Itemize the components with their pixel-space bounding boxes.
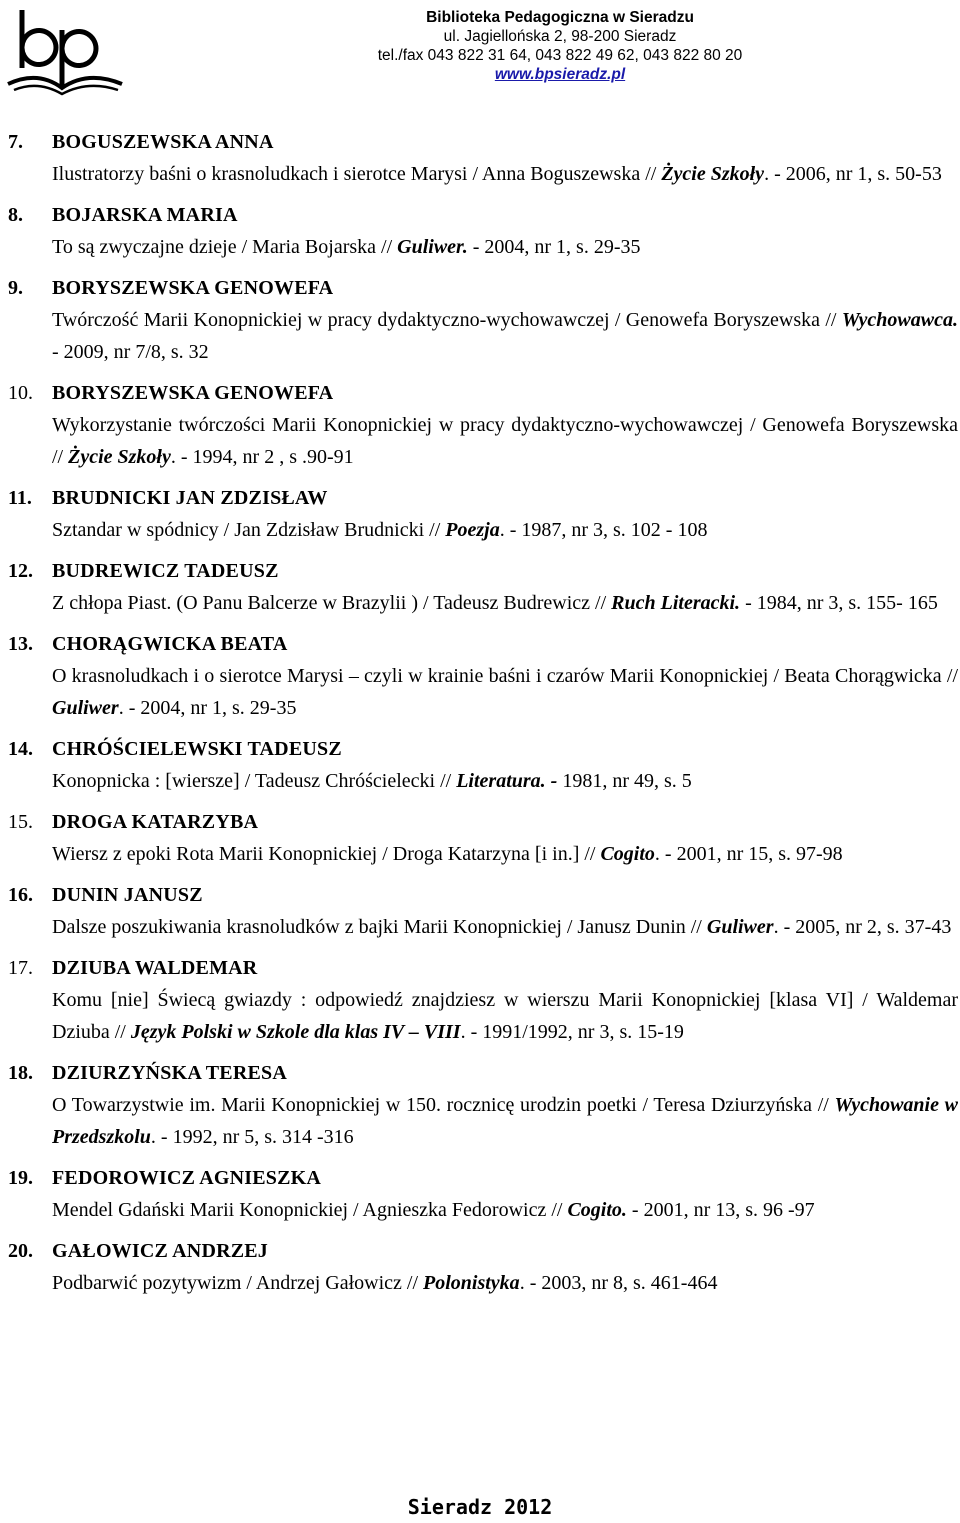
entry-title: Z chłopa Piast. (O Panu Balcerze w Brazylii ) / Tadeusz Budrewicz //	[52, 592, 612, 614]
entry-number: 10.	[8, 382, 33, 404]
entry-author: BORYSZEWSKA GENOWEFA	[52, 277, 334, 299]
entry-description	[52, 765, 958, 797]
entry-description	[52, 984, 958, 1048]
entry-citation: 1981, nr 49, s. 5	[557, 770, 692, 792]
bibliography-entry	[0, 199, 960, 263]
entry-description	[52, 1194, 958, 1226]
entry-author: DUNIN JANUSZ	[52, 884, 203, 906]
entry-title: Wykorzystanie twórczości Marii Konopnickiej w pracy dydaktyczno-wychowawczej / Genowefa Boryszewska //	[52, 414, 958, 468]
library-contact	[240, 8, 880, 84]
bibliography-entry	[0, 555, 960, 619]
entry-author: GAŁOWICZ ANDRZEJ	[52, 1240, 269, 1262]
entry-author: BOJARSKA MARIA	[52, 204, 238, 226]
entry-title: Ilustratorzy baśni o krasnoludkach i sierotce Marysi / Anna Boguszewska //	[52, 163, 662, 185]
entry-number: 15.	[8, 811, 33, 833]
entry-citation: . - 1994, nr 2 , s .90-91	[170, 446, 354, 468]
bibliography-entry	[0, 628, 960, 724]
entry-author: FEDOROWICZ AGNIESZKA	[52, 1167, 322, 1189]
entry-author: CHORĄGWICKA BEATA	[52, 633, 288, 655]
page-footer: Sieradz 2012	[407, 1495, 553, 1519]
library-address: ul. Jagiellońska 2, 98-200 Sieradz	[443, 28, 677, 45]
bibliography-entry	[0, 952, 960, 1048]
entry-journal: Życie Szkoły	[661, 163, 765, 185]
entry-description	[52, 304, 958, 368]
bibliography-entry	[0, 1235, 960, 1299]
library-phone: tel./fax 043 822 31 64, 043 822 49 62, 043 822 80 20	[377, 47, 743, 64]
entry-number: 7.	[8, 131, 23, 153]
entry-author: BORYSZEWSKA GENOWEFA	[52, 382, 334, 404]
entry-journal: Ruch Literacki.	[611, 592, 741, 614]
library-name: Biblioteka Pedagogiczna w Sieradzu	[426, 9, 694, 26]
entry-number: 8.	[8, 204, 23, 226]
entry-author: BOGUSZEWSKA ANNA	[52, 131, 274, 153]
bibliography-entry	[0, 272, 960, 368]
entry-citation: . - 2004, nr 1, s. 29-35	[118, 697, 297, 719]
entry-citation: . - 2006, nr 1, s. 50-53	[764, 163, 942, 185]
bibliography-list	[0, 126, 960, 1308]
entry-number: 14.	[8, 738, 33, 760]
bibliography-entry	[0, 733, 960, 797]
entry-description	[52, 660, 958, 724]
entry-journal: Cogito	[600, 843, 655, 865]
entry-number: 13.	[8, 633, 33, 655]
entry-description	[52, 911, 958, 943]
entry-author: BUDREWICZ TADEUSZ	[52, 560, 279, 582]
entry-number: 12.	[8, 560, 33, 582]
entry-number: 18.	[8, 1062, 33, 1084]
entry-citation: - 1984, nr 3, s. 155- 165	[740, 592, 938, 614]
entry-journal: Guliwer	[52, 697, 119, 719]
entry-title: Dalsze poszukiwania krasnoludków z bajki Marii Konopnickiej / Janusz Dunin //	[52, 916, 707, 938]
entry-number: 19.	[8, 1167, 33, 1189]
entry-author: CHRÓŚCIELEWSKI TADEUSZ	[52, 738, 342, 760]
bibliography-entry	[0, 806, 960, 870]
entry-title: Komu [nie] Świecą gwiazdy : odpowiedź znajdziesz w wierszu Marii Konopnickiej [klasa VI] / Waldemar Dziuba //	[52, 989, 958, 1043]
entry-title: Podbarwić pozytywizm / Andrzej Gałowicz //	[52, 1272, 424, 1294]
bibliography-entry	[0, 1162, 960, 1226]
entry-author: BRUDNICKI JAN ZDZISŁAW	[52, 487, 328, 509]
entry-citation: . - 1991/1992, nr 3, s. 15-19	[460, 1021, 684, 1043]
bibliography-entry	[0, 482, 960, 546]
entry-title: To są zwyczajne dzieje / Maria Bojarska //	[52, 236, 398, 258]
entry-journal: Cogito.	[567, 1199, 627, 1221]
entry-number: 16.	[8, 884, 33, 906]
entry-title: O Towarzystwie im. Marii Konopnickiej w 150. rocznicę urodzin poetki / Teresa Dziurzyńska //	[52, 1094, 835, 1116]
library-logo	[6, 4, 126, 96]
bibliography-entry	[0, 377, 960, 473]
entry-author: DZIURZYŃSKA TERESA	[52, 1062, 287, 1084]
entry-number: 17.	[8, 957, 33, 979]
entry-journal: Literatura. -	[456, 770, 558, 792]
entry-title: Wiersz z epoki Rota Marii Konopnickiej / Droga Katarzyna [i in.] //	[52, 843, 601, 865]
entry-description	[52, 587, 958, 619]
entry-description	[52, 409, 958, 473]
entry-journal: Guliwer.	[397, 236, 468, 258]
entry-description	[52, 1267, 958, 1299]
entry-description	[52, 158, 958, 190]
entry-citation: - 2009, nr 7/8, s. 32	[52, 341, 209, 363]
entry-number: 11.	[8, 487, 32, 509]
bibliography-entry	[0, 879, 960, 943]
entry-description	[52, 838, 958, 870]
entry-title: Mendel Gdański Marii Konopnickiej / Agnieszka Fedorowicz //	[52, 1199, 568, 1221]
entry-journal: Polonistyka	[423, 1272, 520, 1294]
entry-title: Konopnicka : [wiersze] / Tadeusz Chróścielecki //	[52, 770, 457, 792]
entry-journal: Wychowawca.	[841, 309, 958, 331]
entry-title: O krasnoludkach i o sierotce Marysi – czyli w krainie baśni i czarów Marii Konopnickiej / Beata Chorągwicka //	[52, 665, 958, 687]
entry-journal: Życie Szkoły	[68, 446, 171, 468]
entry-author: DZIUBA WALDEMAR	[52, 957, 258, 979]
entry-author: DROGA KATARZYBA	[52, 811, 259, 833]
entry-citation: . - 1992, nr 5, s. 314 -316	[150, 1126, 354, 1148]
entry-journal: Guliwer	[706, 916, 774, 938]
entry-citation: - 2004, nr 1, s. 29-35	[467, 236, 641, 258]
entry-journal: Wychowanie w Przedszkolu	[52, 1094, 958, 1148]
entry-journal: Język Polski w Szkole dla klas IV – VIII	[130, 1021, 461, 1043]
bibliography-entry	[0, 126, 960, 190]
entry-citation: . - 2005, nr 2, s. 37-43	[773, 916, 952, 938]
bibliography-entry	[0, 1057, 960, 1153]
page-header	[0, 0, 960, 100]
entry-description	[52, 1089, 958, 1153]
entry-citation: - 2001, nr 13, s. 96 -97	[626, 1199, 815, 1221]
entry-title: Sztandar w spódnicy / Jan Zdzisław Brudnicki //	[52, 519, 446, 541]
entry-description	[52, 231, 958, 263]
entry-number: 20.	[8, 1240, 33, 1262]
entry-citation: . - 1987, nr 3, s. 102 - 108	[499, 519, 708, 541]
entry-number: 9.	[8, 277, 23, 299]
entry-citation: . - 2001, nr 15, s. 97-98	[654, 843, 843, 865]
entry-citation: . - 2003, nr 8, s. 461-464	[519, 1272, 718, 1294]
library-website-link[interactable]: www.bpsieradz.pl	[494, 66, 626, 83]
entry-journal: Poezja	[445, 519, 500, 541]
entry-title: Twórczość Marii Konopnickiej w pracy dydaktyczno-wychowawczej / Genowefa Boryszewska //	[52, 309, 842, 331]
entry-description	[52, 514, 958, 546]
